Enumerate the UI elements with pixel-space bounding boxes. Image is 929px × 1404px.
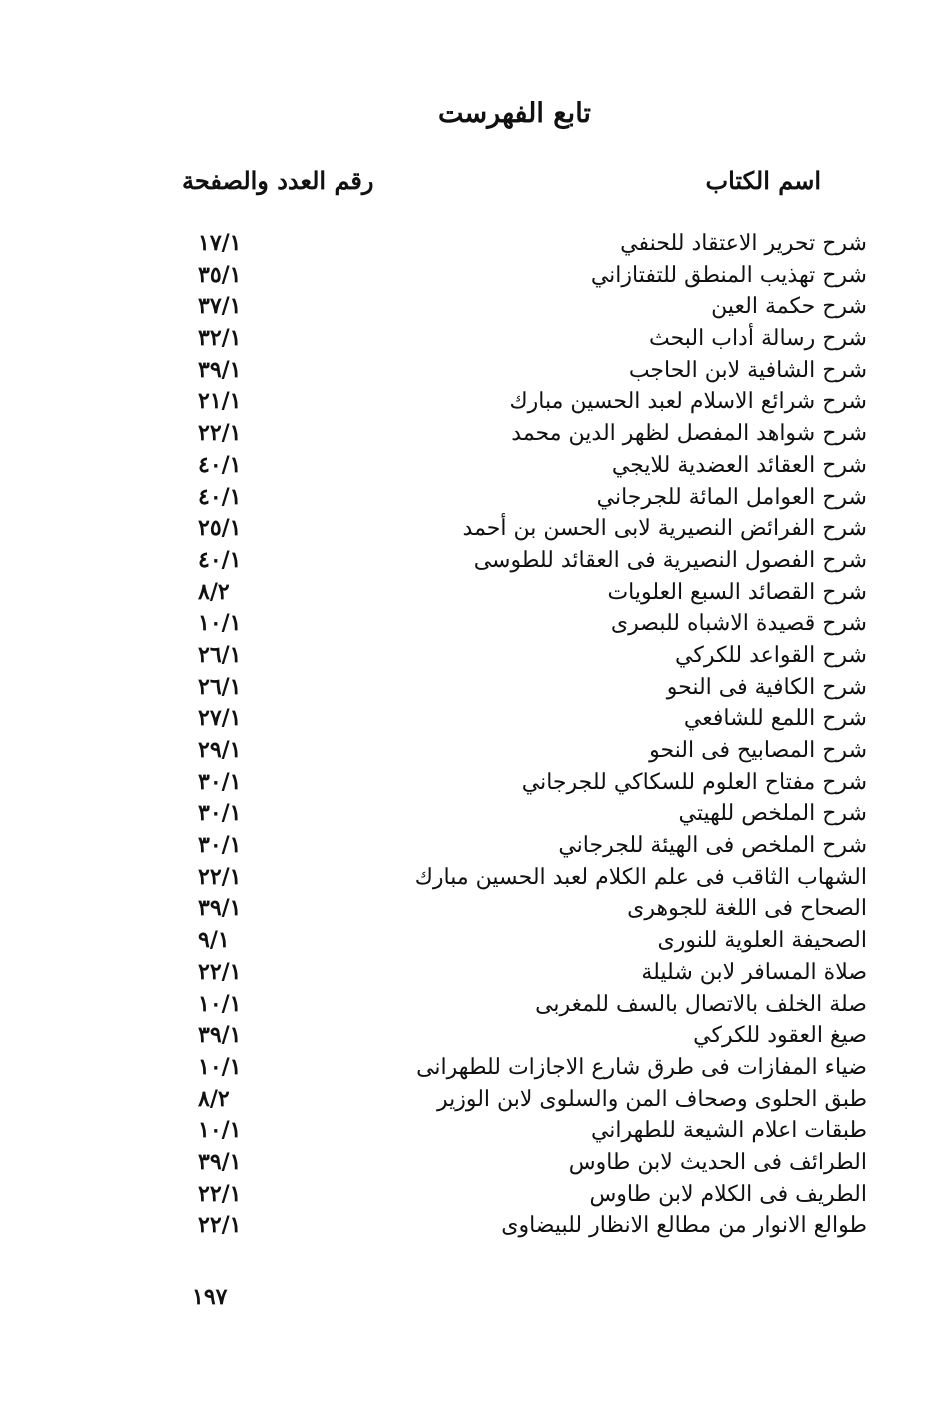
index-entry <box>0 418 929 450</box>
index-entry <box>0 482 929 514</box>
issue-page-ref: ٣٠/١ <box>198 832 242 859</box>
issue-page-ref: ٢٦/١ <box>198 641 242 668</box>
book-title: شرح الفصول النصيرية فى العقائد للطوسى <box>473 547 867 573</box>
book-title: طبقات اعلام الشيعة للطهراني <box>590 1118 867 1144</box>
issue-page-ref: ٢٢/١ <box>198 958 242 985</box>
index-entry <box>0 228 929 260</box>
book-title: شرح قصيدة الاشباه للبصرى <box>610 611 867 637</box>
index-entry <box>0 450 929 482</box>
issue-page-ref: ٨/٢ <box>198 1085 230 1112</box>
index-entry <box>0 1115 929 1147</box>
index-entry <box>0 323 929 355</box>
index-entry <box>0 386 929 418</box>
issue-page-ref: ٣٩/١ <box>198 1022 242 1049</box>
book-title: شرح القصائد السبع العلويات <box>607 579 867 605</box>
issue-page-ref: ٢٦/١ <box>198 673 242 700</box>
index-entry <box>0 672 929 704</box>
issue-page-ref: ١٠/١ <box>198 610 242 637</box>
index-entry <box>0 925 929 957</box>
book-title: صلاة المسافر لابن شليلة <box>641 959 867 985</box>
issue-page-ref: ٤٠/١ <box>198 451 242 478</box>
index-entry <box>0 989 929 1021</box>
book-title: شرح الفرائض النصيرية لابى الحسن بن أحمد <box>462 516 867 542</box>
index-entry <box>0 1179 929 1211</box>
index-entry <box>0 608 929 640</box>
issue-page-ref: ٣٠/١ <box>198 800 242 827</box>
book-title: شرح تهذيب المنطق للتفتازاني <box>590 262 867 288</box>
book-title: شرح المصابيح فى النحو <box>649 738 867 763</box>
issue-page-ref: ٢٧/١ <box>198 705 242 732</box>
book-title: شرح حكمة العين <box>711 294 867 320</box>
issue-page-ref: ٤٠/١ <box>198 483 242 510</box>
issue-page-ref: ٢٢/١ <box>198 1212 242 1239</box>
index-entry <box>0 1052 929 1084</box>
issue-page-ref: ٣٩/١ <box>198 1148 242 1175</box>
issue-page-ref: ٣٩/١ <box>198 356 242 383</box>
index-entry <box>0 862 929 894</box>
issue-page-ref: ٤٠/١ <box>198 546 242 573</box>
book-title: طبق الحلوى وصحاف المن والسلوى لابن الوزير <box>436 1086 867 1112</box>
index-entry <box>0 1020 929 1052</box>
index-entry <box>0 767 929 799</box>
issue-page-ref: ١٠/١ <box>198 990 242 1017</box>
book-title: الطريف فى الكلام لابن طاوس <box>589 1181 867 1207</box>
index-entry <box>0 957 929 989</box>
page-number: ١٩٧ <box>192 1284 228 1310</box>
index-list <box>0 228 929 1242</box>
index-entry <box>0 355 929 387</box>
index-entry <box>0 640 929 672</box>
index-entry <box>0 513 929 545</box>
page-title: تابع الفهرست <box>438 98 591 129</box>
issue-page-ref: ٣٧/١ <box>198 293 242 320</box>
book-title: الصحيفة العلوية للنورى <box>657 928 867 954</box>
issue-page-ref: ١٠/١ <box>198 1053 242 1080</box>
book-name-header: اسم الكتاب <box>705 166 821 195</box>
book-title: صلة الخلف بالاتصال بالسف للمغربى <box>535 991 867 1017</box>
issue-page-ref: ٢٢/١ <box>198 420 242 447</box>
book-title: الشهاب الثاقب فى علم الكلام لعبد الحسين مبارك <box>414 864 867 890</box>
index-entry <box>0 1210 929 1242</box>
book-title: صيغ العقود للكركي <box>693 1023 867 1049</box>
issue-page-ref: ٢٥/١ <box>198 515 242 542</box>
book-title: طوالع الانوار من مطالع الانظار للبيضاوى <box>501 1213 867 1239</box>
index-entry <box>0 703 929 735</box>
index-entry <box>0 545 929 577</box>
book-title: شرح الكافية فى النحو <box>666 674 867 700</box>
book-title: شرح العقائد العضدية للايجي <box>611 452 867 478</box>
index-entry <box>0 798 929 830</box>
book-title: شرح رسالة أداب البحث <box>648 326 867 352</box>
issue-page-ref: ٣٩/١ <box>198 895 242 922</box>
book-title: شرح مفتاح العلوم للسكاكي للجرجاني <box>521 769 867 795</box>
issue-page-ref: ٨/٢ <box>198 578 230 605</box>
book-title: الطرائف فى الحديث لابن طاوس <box>568 1149 867 1175</box>
book-title: شرح العوامل المائة للجرجاني <box>596 484 867 510</box>
book-title: شرح الملخص للهيتي <box>678 801 867 827</box>
book-title: ضياء المفازات فى طرق شارع الاجازات للطهرانى <box>416 1054 867 1080</box>
issue-page-header: رقم العدد والصفحة <box>182 166 374 195</box>
issue-page-ref: ٢٩/١ <box>198 737 242 763</box>
book-title: شرح تحرير الاعتقاد للحنفي <box>620 231 867 256</box>
issue-page-ref: ٩/١ <box>198 927 230 954</box>
index-entry <box>0 260 929 292</box>
book-title: شرح شرائع الاسلام لعبد الحسين مبارك <box>509 389 867 415</box>
index-entry <box>0 291 929 323</box>
book-title: شرح الملخص فى الهيئة للجرجاني <box>558 833 867 859</box>
book-title: شرح القواعد للكركي <box>675 642 867 668</box>
book-title: شرح الشافية لابن الحاجب <box>628 357 867 383</box>
issue-page-ref: ٢١/١ <box>198 388 242 415</box>
issue-page-ref: ٣٢/١ <box>198 325 242 352</box>
book-title: شرح شواهد المفصل لظهر الدين محمد <box>511 421 867 447</box>
index-entry <box>0 1084 929 1116</box>
issue-page-ref: ٣٥/١ <box>198 261 242 288</box>
index-entry <box>0 577 929 609</box>
issue-page-ref: ٣٠/١ <box>198 768 242 795</box>
issue-page-ref: ١٠/١ <box>198 1117 242 1144</box>
index-entry <box>0 735 929 767</box>
issue-page-ref: ٢٢/١ <box>198 1180 242 1207</box>
book-title: الصحاح فى اللغة للجوهرى <box>627 896 867 922</box>
issue-page-ref: ٢٢/١ <box>198 863 242 890</box>
index-entry <box>0 893 929 925</box>
index-entry <box>0 1147 929 1179</box>
index-entry <box>0 830 929 862</box>
book-title: شرح اللمع للشافعي <box>683 706 867 732</box>
issue-page-ref: ١٧/١ <box>198 230 242 256</box>
